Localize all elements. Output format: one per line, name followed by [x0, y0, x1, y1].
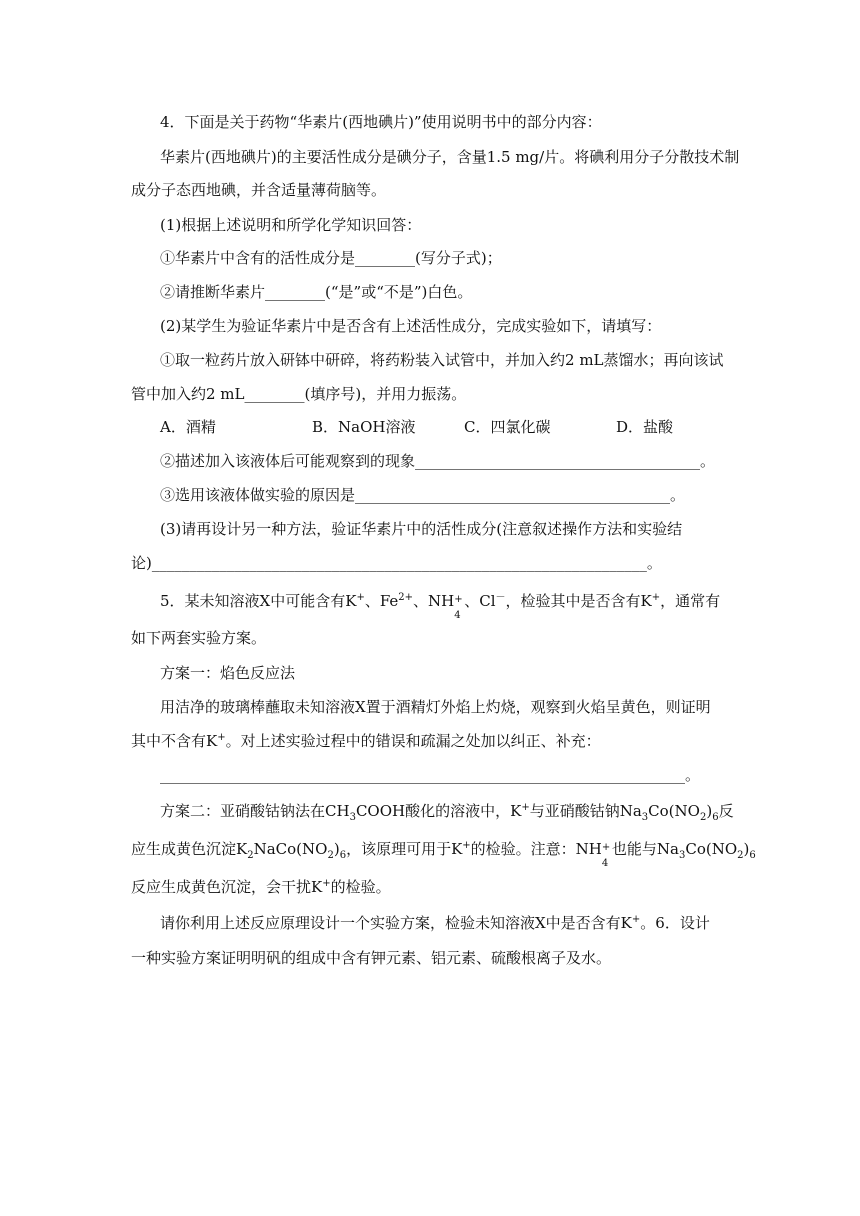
option-a: A．酒精 [160, 418, 216, 436]
q4-intro: 4．下面是关于药物“华素片(西地碘片)”使用说明书中的部分内容： [160, 113, 602, 131]
plan2-line1: 方案二：亚硝酸钴钠法在$CH_3COOH$酸化的溶液中，K+与亚硝酸钴钠$Na_3Co(NO_2)_6$反 [160, 802, 734, 823]
plan1-line2: 其中不含有K+。对上述实验过程中的错误和疏漏之处加以纠正、补充： [131, 732, 601, 750]
plan2-line2: 应生成黄色沉淀$K_2NaCo(NO_2)_6$，该原理可用于K+的检验。注意：NH + 4 也能与$Na_3Co(NO_2)_6$ [131, 840, 756, 869]
q5-intro-line2: 如下两套实验方案。 [131, 629, 267, 647]
final-line1: 请你利用上述反应原理设计一个实验方案，检验未知溶液X中是否含有K+。6．设计 [160, 914, 710, 932]
plan1-answer-blank: ______________________________________________________________________。 [160, 766, 701, 784]
plan1-line1: 用洁净的玻璃棒蘸取未知溶液X置于酒精灯外焰上灼烧，观察到火焰呈黄色，则证明 [160, 698, 711, 716]
q4-part2-item-a-line1: ①取一粒药片放入研钵中研碎，将药粉装入试管中，并加入约2 mL蒸馏水；再向该试 [160, 351, 724, 369]
q4-part2-item-a-line2: 管中加入约2 mL________(填序号)，并用力振荡。 [131, 385, 467, 403]
q4-part3-line2: 论)__________________________________________________________________。 [131, 554, 662, 572]
plan2-line3: 反应生成黄色沉淀，会干扰K+的检验。 [131, 878, 391, 896]
q4-part1-heading: (1)根据上述说明和所学化学知识回答： [160, 216, 422, 234]
q4-part1-item-a: ①华素片中含有的活性成分是________(写分子式)； [160, 249, 502, 267]
final-line2: 一种实验方案证明明矾的组成中含有钾元素、铝元素、硫酸根离子及水。 [131, 949, 612, 967]
option-b: B．NaOH溶液 [312, 418, 416, 436]
plan1-title: 方案一：焰色反应法 [160, 664, 296, 682]
q4-desc-line1: 华素片(西地碘片)的主要活性成分是碘分子，含量1.5 mg/片。将碘利用分子分散技术制 [160, 148, 740, 166]
q4-part3-line1: (3)请再设计另一种方法，验证华素片中的活性成分(注意叙述操作方法和实验结 [160, 520, 683, 538]
q4-part2-item-b: ②描述加入该液体后可能观察到的现象______________________________________。 [160, 452, 716, 470]
option-c: C．四氯化碳 [464, 418, 551, 436]
option-d: D．盐酸 [616, 418, 674, 436]
q4-part2-item-c: ③选用该液体做实验的原因是__________________________________________。 [160, 486, 686, 504]
q4-part1-item-b: ②请推断华素片________(“是”或“不是”)白色。 [160, 283, 473, 301]
q4-desc-line2: 成分子态西地碘，并含适量薄荷脑等。 [131, 181, 387, 199]
q5-intro-line1: 5．某未知溶液X中可能含有K+、$Fe^{2+}$、NH + 4 、Cl－，检验其中是否含有K+，通常有 [160, 592, 721, 621]
q4-part2-heading: (2)某学生为验证华素片中是否含有上述活性成分，完成实验如下，请填写： [160, 317, 662, 335]
